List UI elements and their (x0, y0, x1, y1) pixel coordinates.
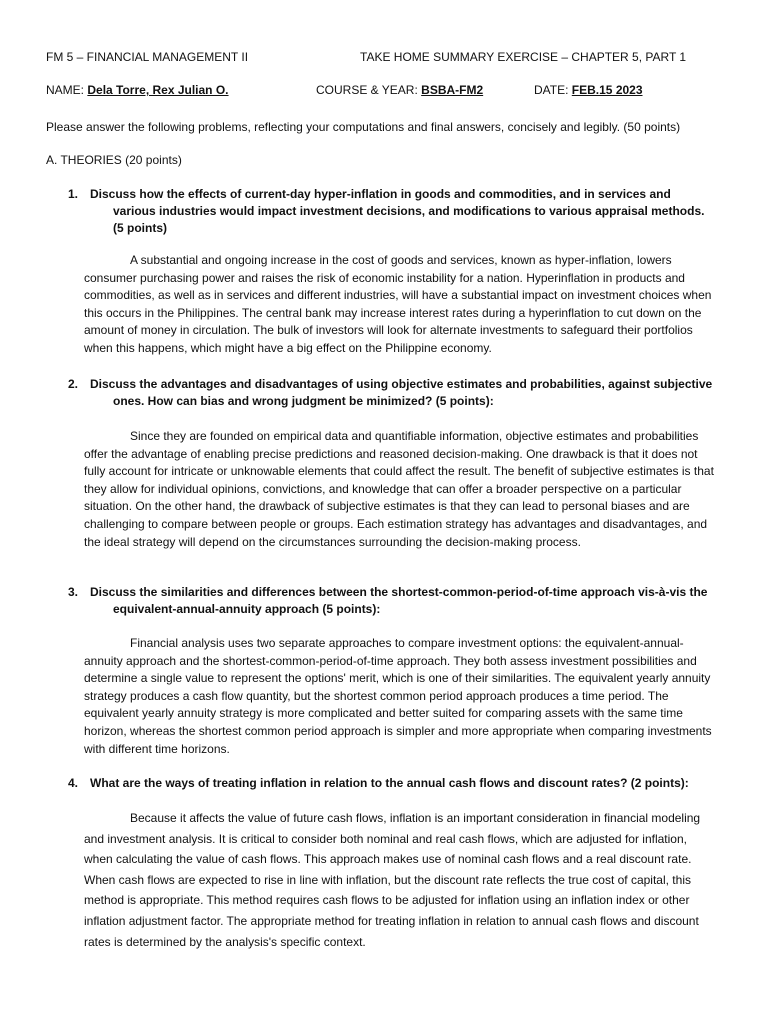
name-label: NAME: (46, 83, 85, 97)
date-value: FEB.15 2023 (571, 83, 643, 97)
question-text: Discuss how the effects of current-day hyper-inflation in goods and commodities, and in services and various industries would impact investment decisions, and modifications to various appraisal methods. (5 points) (90, 187, 705, 235)
question-text: What are the ways of treating inflation in relation to the annual cash flows and discount rates? (2 points): (90, 776, 689, 790)
name-value: Dela Torre, Rex Julian O. (87, 83, 229, 97)
question-number: 1. (68, 187, 79, 201)
exercise-title: TAKE HOME SUMMARY EXERCISE – CHAPTER 5, PART 1 (360, 50, 687, 64)
instructions: Please answer the following problems, reflecting your computations and final answers, concisely and legibly. (50 points) (46, 120, 681, 134)
student-info-row (46, 83, 728, 99)
course-year-block (316, 83, 483, 97)
date-block (534, 83, 643, 97)
name-block (46, 83, 229, 97)
section-title: A. THEORIES (20 points) (46, 153, 182, 167)
question-1 (68, 186, 716, 237)
course-code: FM 5 – FINANCIAL MANAGEMENT II (46, 50, 249, 64)
question-4 (68, 775, 716, 792)
course-year-label: COURSE & YEAR: (316, 83, 418, 97)
answer-4: Because it affects the value of future cash flows, inflation is an important consideration in financial modeling and investment analysis. It is critical to consider both nominal and real cash flows, which are adjusted for inflation, when calculating the value of cash flows. This approach makes use of nominal cash flows and a real discount rate. When cash flows are expected to rise in line with inflation, but the discount rate reflects the true cost of capital, this method is appropriate. This method requires cash flows to be adjusted for inflation using an inflation index or other inflation adjustment factor. The appropriate method for treating inflation in relation to annual cash flows and discount rates is determined by the analysis's specific context. (84, 811, 701, 949)
question-3 (68, 584, 716, 618)
answer-1: A substantial and ongoing increase in the cost of goods and services, known as hyper-inflation, lowers consumer purchasing power and raises the risk of economic instability for a nation. Hyperinflation in products and commodities, as well as in services and different industries, will have a substantial impact on investment choices when this occurs in the Philippines. The central bank may increase interest rates during a hyperinflation to cut down on the amount of money in circulation. The bulk of investors will look for alternate investments to safeguard their portfolios when this happens, which might have a big effect on the Philippine economy. (84, 253, 712, 355)
answer-3: Financial analysis uses two separate approaches to compare investment options: the equivalent-annual-annuity approach and the shortest-common-period-of-time approach. They both assess investment possibilities and determine a single value to represent the options' merit, which is one of their similarities. The equivalent yearly annuity strategy produces a cash flow quantity, but the shortest common period approach produces a time period. The equivalent yearly annuity strategy is more complicated and better suited for comparing assets with the same time horizon, whereas the shortest common period approach is simpler and more appropriate when comparing investments with different time horizons. (84, 636, 712, 756)
answer-2: Since they are founded on empirical data and quantifiable information, objective estimates and probabilities offer the advantage of enabling precise predictions and reasoned decision-making. One drawback is that it does not fully account for intricate or unknowable elements that could affect the result. The benefit of subjective estimates is that they allow for individual opinions, convictions, and knowledge that can offer a broader perspective on a particular situation. On the other hand, the drawback of subjective estimates is that they can lead to personal biases and are challenging to compare between people or groups. Each estimation strategy has advantages and disadvantages, and the ideal strategy will depend on the circumstances surrounding the decision-making process. (84, 429, 714, 549)
header-row (46, 50, 728, 66)
course-year-value: BSBA-FM2 (421, 83, 484, 97)
date-label: DATE: (534, 83, 569, 97)
question-text: Discuss the advantages and disadvantages of using objective estimates and probabilities, against subjective ones. How can bias and wrong judgment be minimized? (5 points): (90, 377, 713, 408)
question-2 (68, 376, 716, 410)
question-number: 2. (68, 377, 79, 391)
question-number: 3. (68, 585, 79, 599)
question-number: 4. (68, 776, 79, 790)
question-text: Discuss the similarities and differences between the shortest-common-period-of-time approach vis-à-vis the equivalent-annual-annuity approach (5 points): (90, 585, 708, 616)
